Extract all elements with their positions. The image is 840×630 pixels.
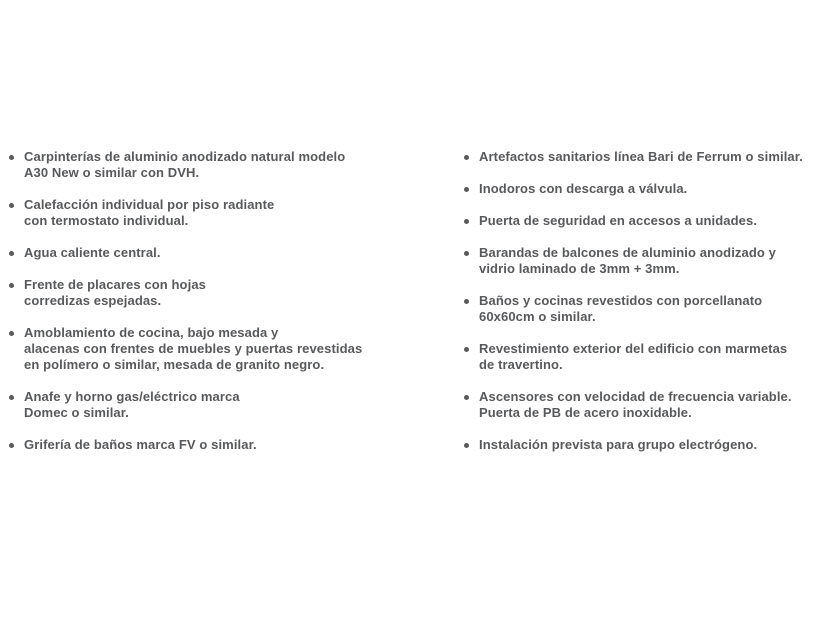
spec-line: Carpinterías de aluminio anodizado natural modelo [24, 149, 346, 164]
spec-text [24, 277, 457, 309]
bullet-icon [464, 347, 469, 352]
spec-line: con termostato individual. [24, 213, 189, 228]
spec-text [479, 341, 832, 373]
spec-line: Barandas de balcones de aluminio anodizado y [479, 245, 776, 260]
spec-item-barandas [464, 245, 832, 277]
spec-item-banos-cocinas [464, 293, 832, 325]
spec-line: Frente de placares con hojas [24, 277, 206, 292]
bullet-icon [464, 187, 469, 192]
spec-line: Amoblamiento de cocina, bajo mesada y [24, 325, 279, 340]
bullet-icon [464, 395, 469, 400]
spec-item-revestimiento [464, 341, 832, 373]
spec-text [24, 325, 457, 373]
spec-text [479, 437, 832, 453]
spec-text [24, 389, 457, 421]
spec-item-placares [9, 277, 457, 309]
spec-item-griferia [9, 437, 457, 453]
spec-line: Revestimiento exterior del edificio con marmetas [479, 341, 788, 356]
bullet-icon [9, 251, 14, 256]
bullet-icon [9, 395, 14, 400]
bullet-icon [9, 155, 14, 160]
spec-item-amoblamiento [9, 325, 457, 373]
spec-line: en polímero o similar, mesada de granito negro. [24, 357, 325, 372]
spec-line: Inodoros con descarga a válvula. [479, 181, 688, 196]
spec-line: Ascensores con velocidad de frecuencia variable. [479, 389, 792, 404]
spec-text [479, 245, 832, 277]
spec-line: Calefacción individual por piso radiante [24, 197, 275, 212]
bullet-icon [9, 203, 14, 208]
spec-list-left-column [9, 149, 457, 469]
spec-line: Anafe y horno gas/eléctrico marca [24, 389, 240, 404]
bullet-icon [9, 443, 14, 448]
spec-text [479, 389, 832, 421]
spec-line: de travertino. [479, 357, 563, 372]
bullet-icon [464, 219, 469, 224]
spec-line: Puerta de seguridad en accesos a unidades. [479, 213, 758, 228]
bullet-icon [9, 283, 14, 288]
spec-line: A30 New o similar con DVH. [24, 165, 200, 180]
spec-item-artefactos [464, 149, 832, 165]
spec-text [479, 181, 832, 197]
spec-line: Puerta de PB de acero inoxidable. [479, 405, 692, 420]
spec-text [24, 197, 457, 229]
spec-text [24, 437, 457, 453]
spec-line: Domec o similar. [24, 405, 129, 420]
spec-text [479, 293, 832, 325]
bullet-icon [464, 443, 469, 448]
spec-line: 60x60cm o similar. [479, 309, 596, 324]
spec-item-calefaccion [9, 197, 457, 229]
spec-item-agua-caliente [9, 245, 457, 261]
spec-text [24, 149, 457, 181]
spec-list-right-column [464, 149, 832, 469]
spec-line: Baños y cocinas revestidos con porcellanato [479, 293, 763, 308]
spec-line: Grifería de baños marca FV o similar. [24, 437, 257, 452]
spec-text [24, 245, 457, 261]
spec-item-grupo-electrogeno [464, 437, 832, 453]
spec-item-puerta-seguridad [464, 213, 832, 229]
spec-line: Artefactos sanitarios línea Bari de Ferrum o similar. [479, 149, 803, 164]
spec-text [479, 213, 832, 229]
spec-text [479, 149, 832, 165]
spec-line: alacenas con frentes de muebles y puertas revestidas [24, 341, 363, 356]
bullet-icon [464, 155, 469, 160]
spec-item-ascensores [464, 389, 832, 421]
spec-item-anafe-horno [9, 389, 457, 421]
spec-line: Instalación prevista para grupo electrógeno. [479, 437, 758, 452]
bullet-icon [464, 299, 469, 304]
spec-line: vidrio laminado de 3mm + 3mm. [479, 261, 680, 276]
bullet-icon [9, 331, 14, 336]
spec-line: Agua caliente central. [24, 245, 161, 260]
bullet-icon [464, 251, 469, 256]
spec-item-carpinterias [9, 149, 457, 181]
spec-line: corredizas espejadas. [24, 293, 162, 308]
spec-item-inodoros [464, 181, 832, 197]
